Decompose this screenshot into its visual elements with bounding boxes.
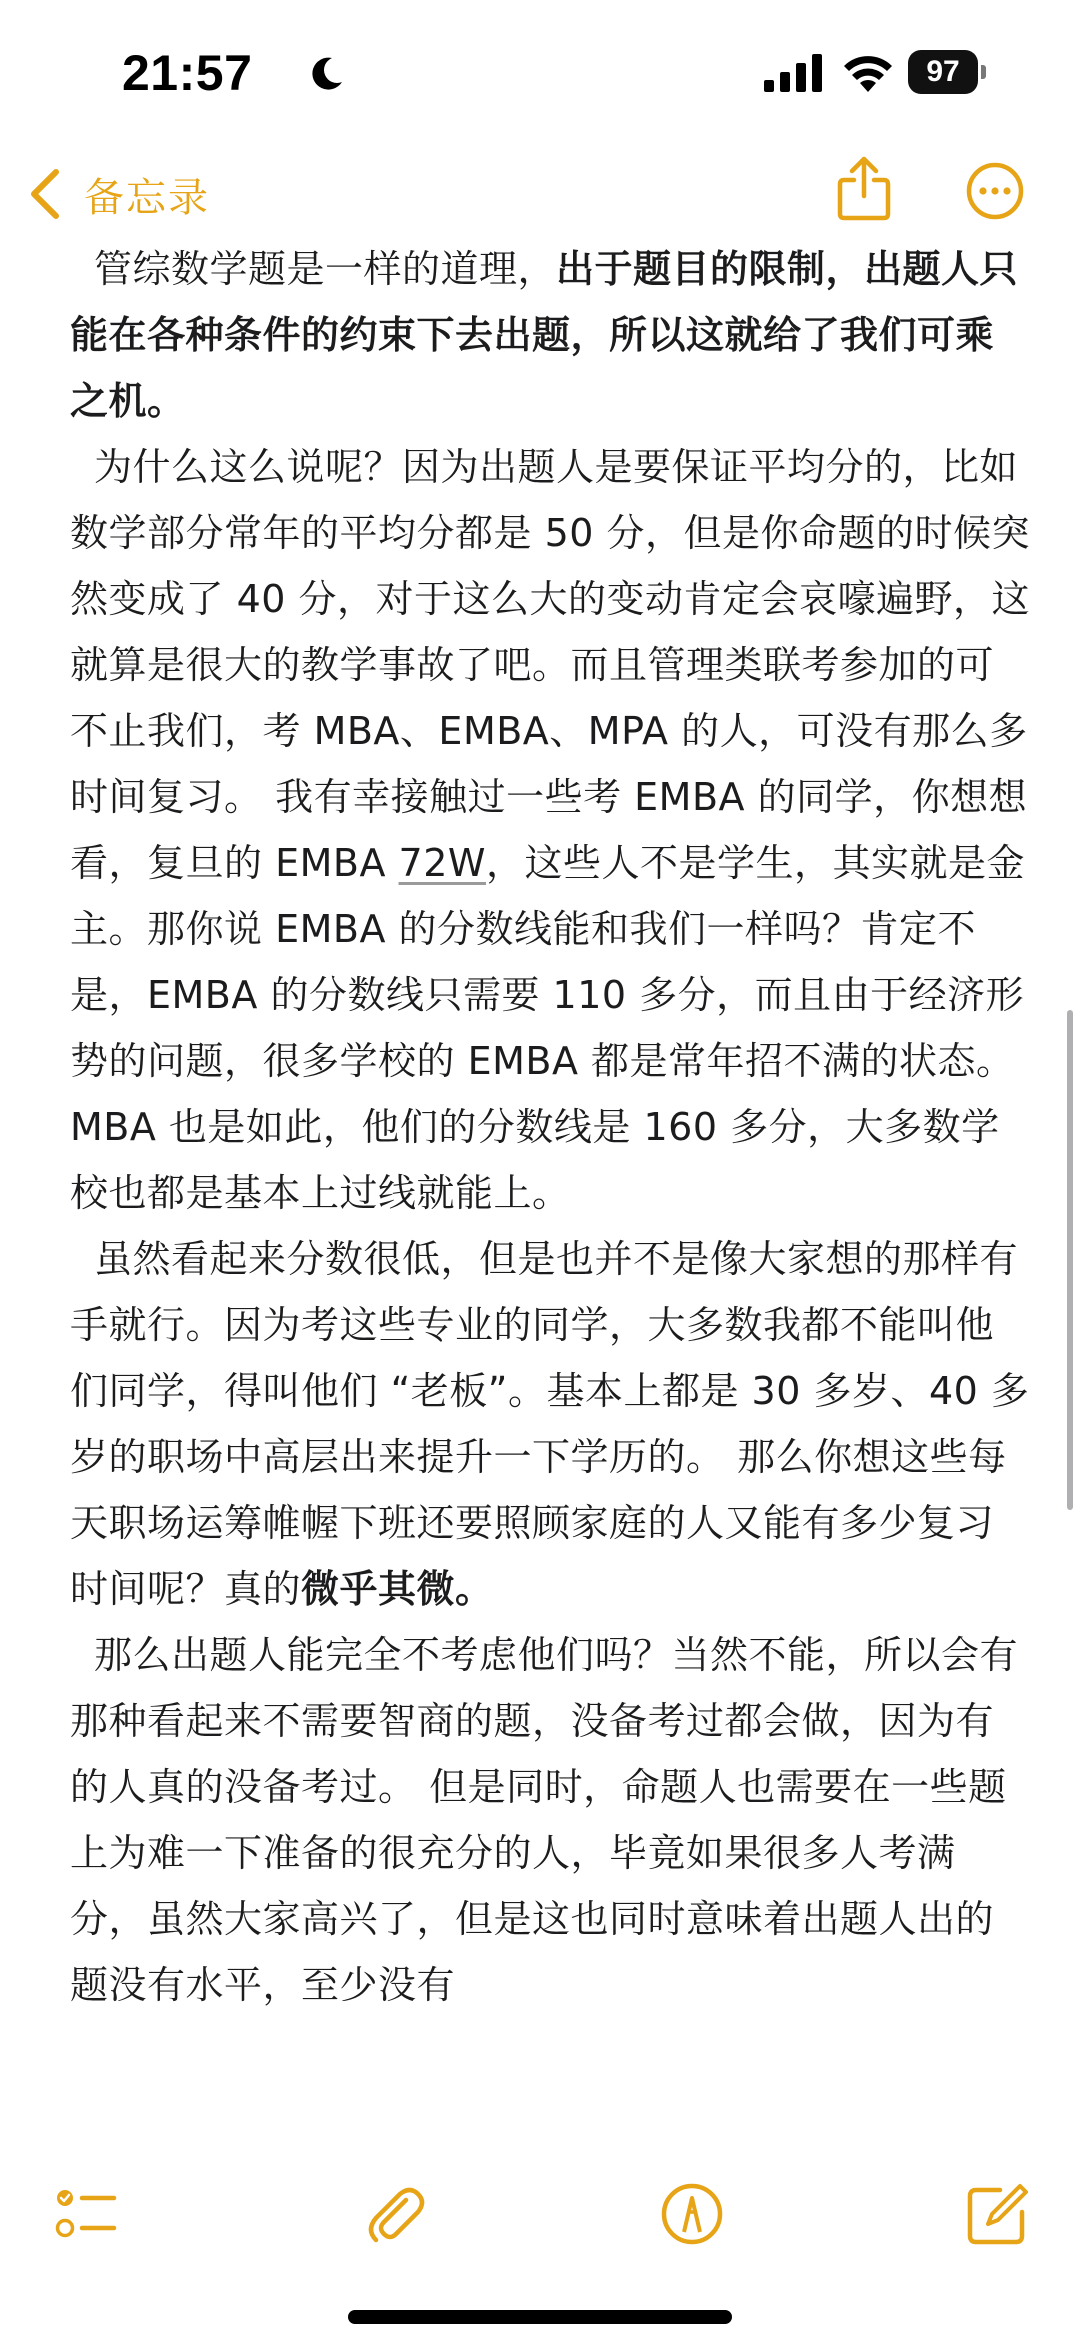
note-paragraph-2 <box>70 434 1030 1226</box>
back-label: 备忘录 <box>84 174 210 221</box>
note-content[interactable] <box>70 236 1030 2018</box>
note-text: 为什么这么说呢？因为出题人是要保证平均分的，比如数学部分常年的平均分都是 50 分，但是你命题的时候突然变成了 40 分，对于这么大的变动肯定会哀嚎遍野，这就算是很大的教学事故了吧。而且管理类联考参加的可不止我们，考 MBA、EMBA、MPA 的人，可没有那么多时间复习。 我有幸接触过一些考 EMBA 的同学，你想想看，复旦的 EMBA <box>70 445 1031 885</box>
underlined-text: 72W <box>398 841 486 885</box>
note-text: 那么出题人能完全不考虑他们吗？当然不能，所以会有那种看起来不需要智商的题，没备考过都会做，因为有的人真的没备考过。 但是同时，命题人也需要在一些题上为难一下准备的很充分的人，毕竟如果很多人考满分，虽然大家高兴了，但是这也同时意味着出题人出的题没有水平，至少没有 <box>70 1633 1019 2007</box>
note-text: 虽然看起来分数很低，但是也并不是像大家想的那样有手就行。因为考这些专业的同学，大多数我都不能叫他们同学，得叫他们 “老板”。基本上都是 30 多岁、40 多岁的职场中高层出来提升一下学历的。 那么你想这些每天职场运筹帷幄下班还要照顾家庭的人又能有多少复习时间呢？真的 <box>70 1237 1030 1611</box>
chevron-left-icon <box>28 168 62 220</box>
nav-bar <box>0 140 1080 240</box>
scroll-indicator[interactable] <box>1067 1010 1073 1510</box>
battery-icon <box>908 50 986 94</box>
status-time: 21:57 <box>122 45 253 101</box>
battery-level: 97 <box>908 50 978 94</box>
home-indicator[interactable] <box>348 2310 732 2324</box>
wifi-icon <box>842 52 894 94</box>
note-text: ，这些人不是学生，其实就是金主。那你说 EMBA 的分数线能和我们一样吗？肯定不是，EMBA 的分数线只需要 110 多分，而且由于经济形势的问题，很多学校的 EMBA 都是常年招不满的状态。MBA 也是如此，他们的分数线是 160 多分，大多数学校也都是基本上过线就能上。 <box>70 841 1025 1215</box>
back-button[interactable] <box>28 164 210 224</box>
share-icon[interactable] <box>836 156 892 222</box>
paperclip-icon[interactable] <box>362 2182 426 2246</box>
bottom-toolbar <box>0 2160 1080 2270</box>
signal-icon <box>764 54 824 92</box>
moon-icon <box>306 54 346 94</box>
note-paragraph-1 <box>70 236 1030 434</box>
note-bold-text: 微乎其微。 <box>301 1567 494 1611</box>
note-paragraph-3 <box>70 1226 1030 1622</box>
markup-icon[interactable] <box>660 2182 724 2246</box>
compose-icon[interactable] <box>966 2182 1030 2246</box>
more-icon[interactable] <box>966 162 1024 220</box>
note-bold-text: 出于题目的限制，出题人只能在各种条件的约束下去出题，所以这就给了我们可乘之机。 <box>70 247 1019 423</box>
battery-tip <box>981 65 986 79</box>
checklist-icon[interactable] <box>54 2182 118 2246</box>
note-text: 管综数学题是一样的道理， <box>94 247 557 291</box>
note-paragraph-4 <box>70 1622 1030 2018</box>
status-bar <box>0 0 1080 140</box>
